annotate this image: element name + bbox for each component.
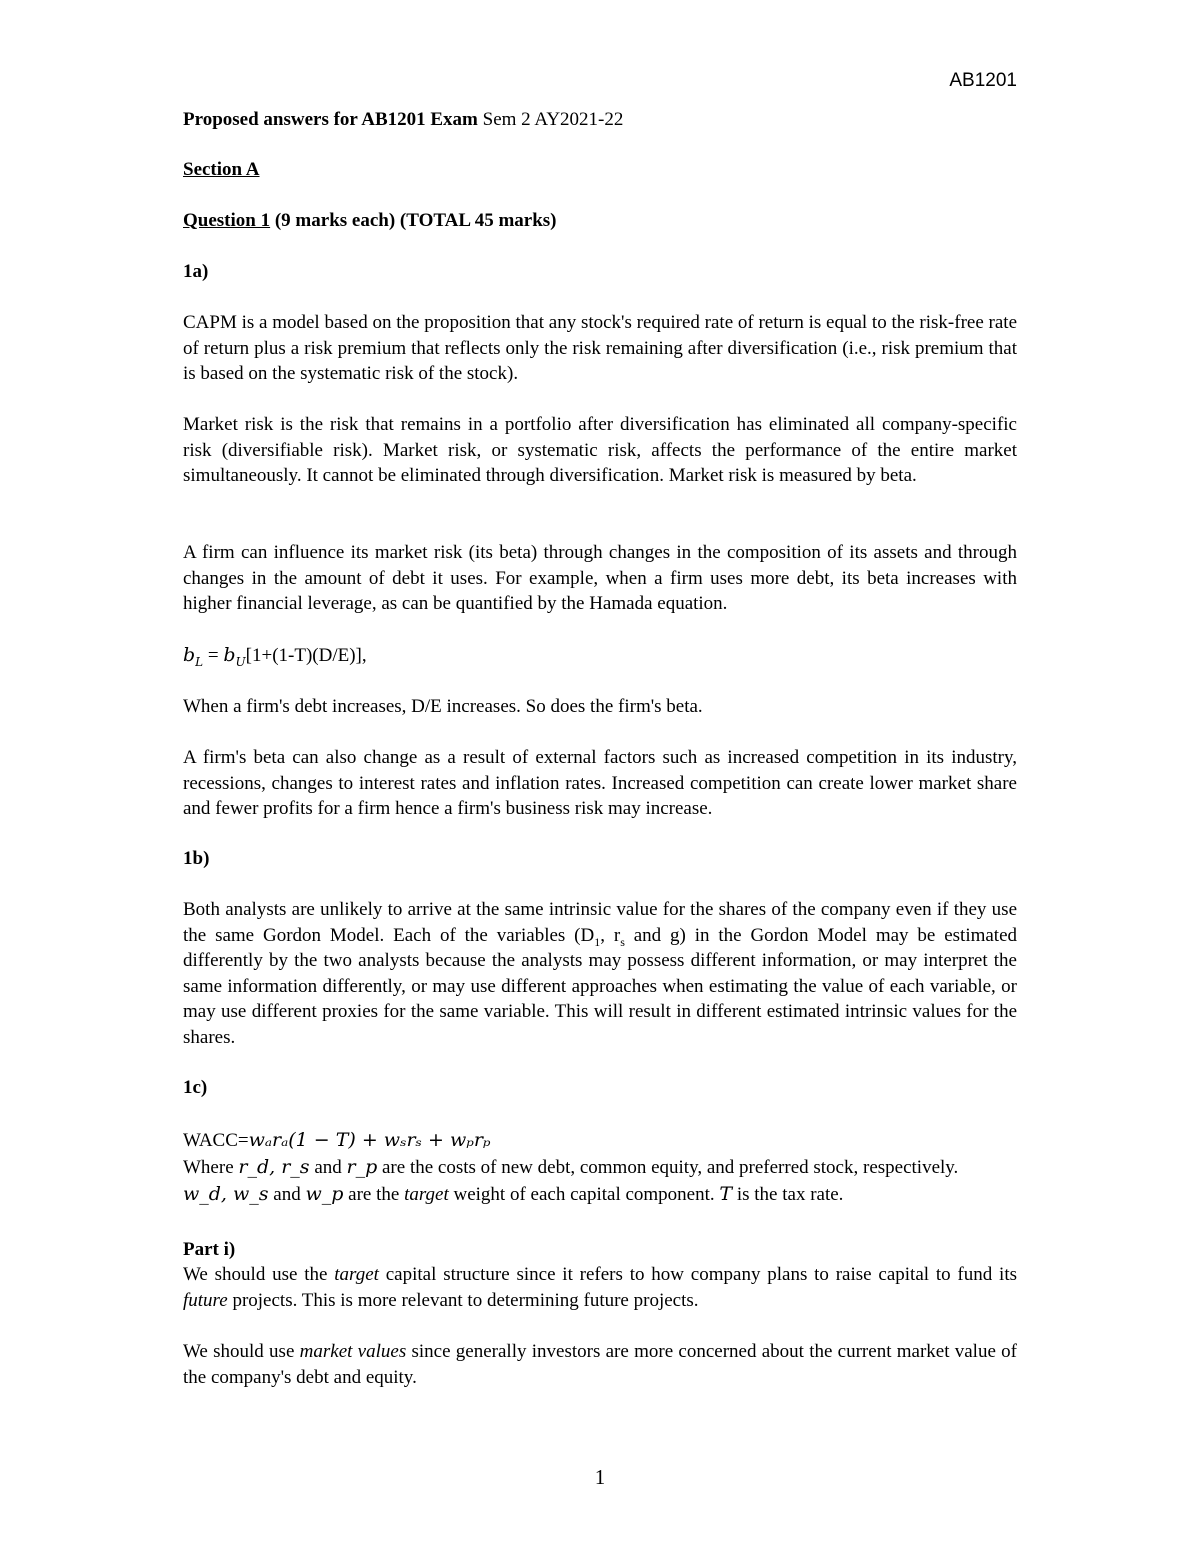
w-tax: is the tax rate. <box>732 1184 844 1205</box>
document-title <box>183 107 1017 133</box>
question-label: Question 1 <box>183 210 271 231</box>
q1a-paragraph-4: When a firm's debt increases, D/E increases. So does the firm's beta. <box>183 696 703 717</box>
w-wp: w_p <box>305 1183 344 1205</box>
q1b-text-c: and g) in the Gordon Model may be estimated differently by the two analysts because the analysts may possess different information, or may interpret the same information differently, or may use different approaches when estimating the value of each variable, or may use different proxies for the same variable. This will result in different estimated intrinsic values for the shares. <box>183 924 1018 1048</box>
wacc-formula <box>183 1128 1017 1154</box>
where-post: are the costs of new debt, common equity, and preferred stock, respectively. <box>377 1157 959 1178</box>
q1a-label: 1a) <box>183 261 209 282</box>
where-vars: r_d, r_s <box>238 1156 310 1178</box>
q1b-label: 1b) <box>183 848 210 869</box>
wacc-rhs: wₐrₐ(1 − T) + wₛrₛ + wₚrₚ <box>248 1129 491 1151</box>
hamada-formula <box>183 643 1017 669</box>
q1a-paragraph-3: A firm can influence its market risk (its beta) through changes in the composition of its assets and through changes in the amount of debt it uses. For example, when a firm uses more debt, its beta increases with higher financial leverage, as can be quantified by the Hamada equation. <box>183 542 1017 614</box>
wacc-lhs: WACC= <box>183 1130 249 1151</box>
w-and: and <box>268 1184 306 1205</box>
wacc-weights-line <box>183 1182 1017 1208</box>
q1b-r-sub: s <box>620 934 625 949</box>
part-p1-c: projects. This is more relevant to determining future projects. <box>227 1289 699 1311</box>
title-rest: Sem 2 AY2021-22 <box>477 109 624 130</box>
header-course-code: AB1201 <box>949 70 1017 91</box>
q1c-label: 1c) <box>183 1077 208 1098</box>
formula-bu: b <box>223 644 236 666</box>
wacc-where-line <box>183 1155 1017 1181</box>
q1a-paragraph-1: CAPM is a model based on the proposition that any stock's required rate of return is equal to the risk-free rate of return plus a risk premium that reflects only the risk remaining after diversification (i.e., risk premium that is based on the systematic risk of the stock). <box>183 312 1017 384</box>
q1b-text-b: , r <box>600 924 621 946</box>
q1a-paragraph-2: Market risk is the risk that remains in a portfolio after diversification has eliminated all company-specific risk (diversifiable risk). Market risk, or systematic risk, affects the performance of the entire market simultaneously. It cannot be eliminated through diversification. Market risk is measured by beta. <box>183 414 1017 486</box>
part-p2-b: since generally investors are more concerned about the current market value of the company's debt and equity. <box>183 1341 1017 1388</box>
part-p1-b: capital structure since it refers to how company plans to raise capital to fund its <box>378 1264 1017 1285</box>
formula-rest: [1+(1-T)(D/E)], <box>245 645 367 666</box>
part-i-label: Part i) <box>183 1239 236 1260</box>
w-vars: w_d, w_s <box>183 1183 269 1205</box>
q1b-paragraph <box>183 897 1017 1050</box>
part-p1-future: future <box>183 1289 228 1311</box>
part-p1-target: target <box>334 1264 379 1285</box>
formula-bl: b <box>183 644 196 666</box>
where-pre: Where <box>183 1157 239 1178</box>
title-bold: Proposed answers for AB1201 Exam <box>183 109 478 130</box>
question-marks: (9 marks each) (TOTAL 45 marks) <box>270 210 557 231</box>
part-p2-a: We should use <box>183 1341 300 1362</box>
section-heading: Section A <box>183 159 260 180</box>
q1b-d-sub: 1 <box>594 934 601 949</box>
question-heading <box>183 208 1017 234</box>
page-number: 1 <box>594 1465 606 1489</box>
w-are: are the <box>343 1184 405 1205</box>
part-i-paragraph-1 <box>183 1262 1017 1313</box>
q1a-paragraph-5: A firm's beta can also change as a result of external factors such as increased competition in its industry, recessions, changes to interest rates and inflation rates. Increased competition can create lower market share and fewer profits for a firm hence a firm's business risk may increase. <box>183 747 1017 819</box>
formula-bu-sub: U <box>235 654 246 669</box>
w-target: target <box>404 1184 449 1205</box>
where-and: and <box>309 1157 347 1178</box>
w-post: weight of each capital component. <box>448 1184 720 1205</box>
q1b-text-a: Both analysts are unlikely to arrive at the same intrinsic value for the shares of the company even if they use the same Gordon Model. Each of the variables (D <box>183 899 1017 946</box>
part-p1-a: We should use the <box>183 1264 335 1285</box>
part-i-paragraph-2 <box>183 1339 1017 1390</box>
formula-bl-sub: L <box>195 654 204 669</box>
part-p2-market-values: market values <box>299 1341 407 1362</box>
formula-eq: = <box>203 645 224 666</box>
where-rp: r_p <box>346 1156 378 1178</box>
w-t: T <box>719 1183 733 1205</box>
